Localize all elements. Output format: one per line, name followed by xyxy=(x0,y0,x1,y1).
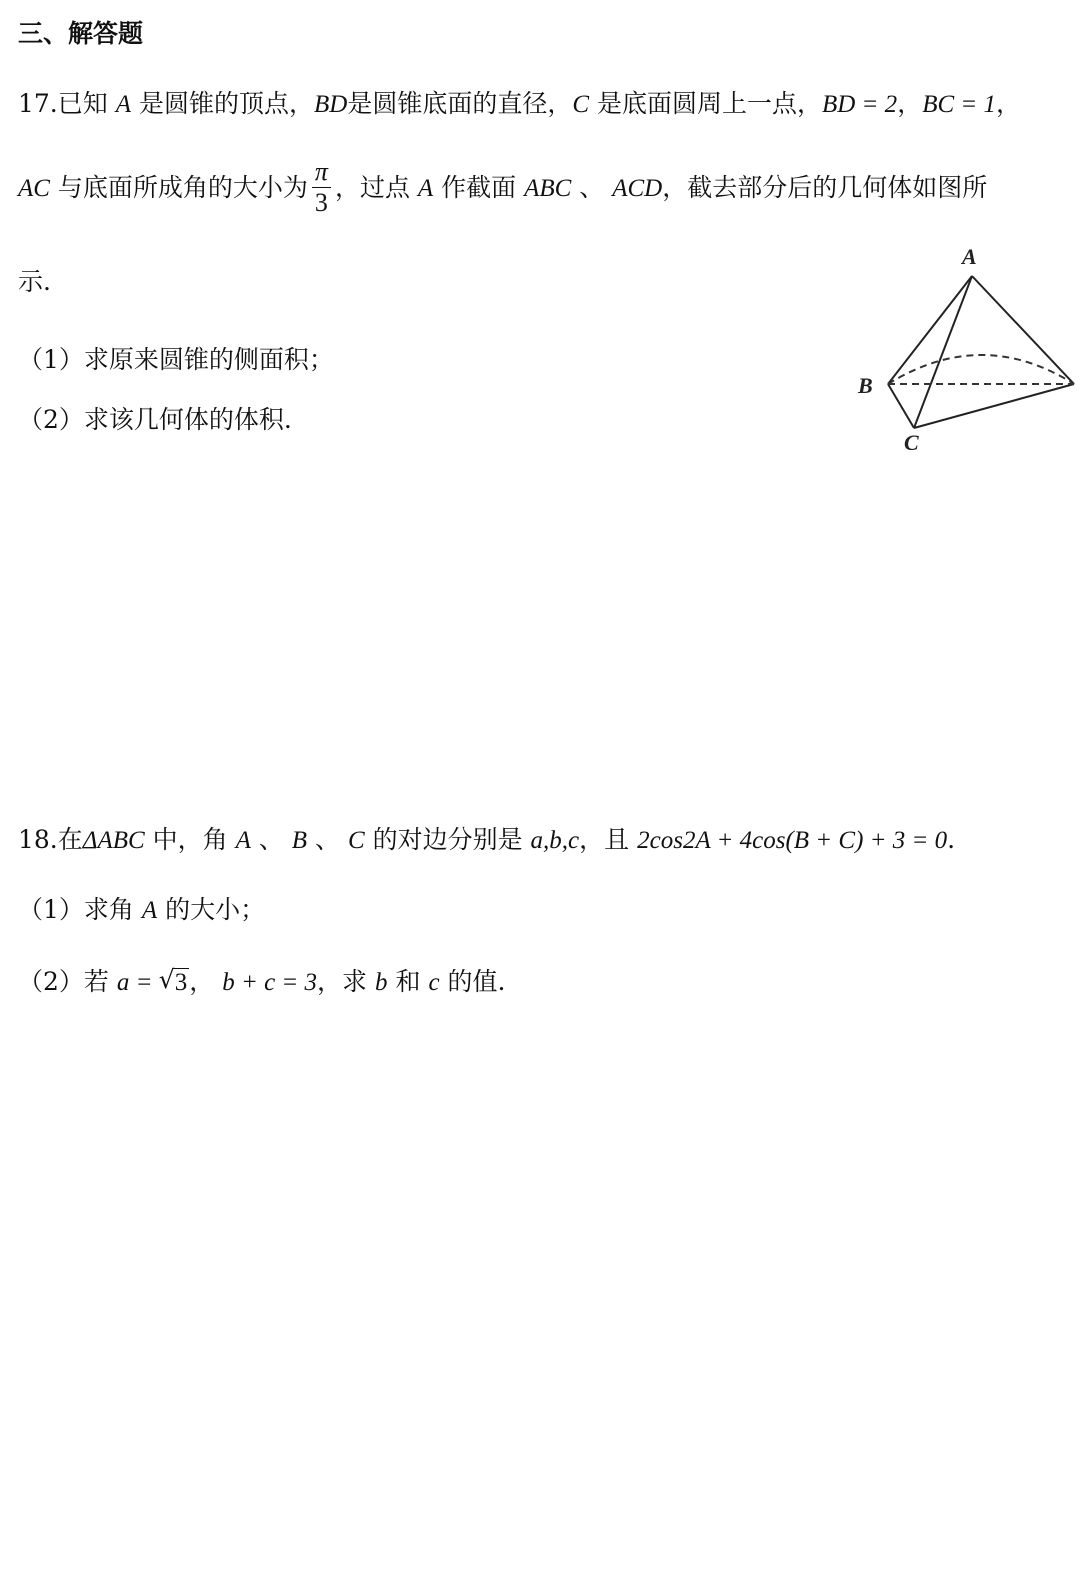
q17-text: 是圆锥底面的直径， xyxy=(347,89,573,118)
radical-sign: √ xyxy=(158,965,175,994)
q17-text: 、 xyxy=(571,173,605,202)
q18-text: （2）若 xyxy=(18,967,109,996)
edge-AD xyxy=(972,276,1074,384)
q18-part-2 xyxy=(18,964,1072,1001)
math-C: C xyxy=(572,91,590,118)
q17-number: 17. xyxy=(18,89,58,118)
sqrt-3 xyxy=(159,964,190,1001)
q18-text: 的对边分别是 xyxy=(364,825,523,854)
edge-CD xyxy=(914,384,1074,428)
q17-text: 与底面所成角的大小为 xyxy=(49,173,308,202)
math-A: A xyxy=(115,91,132,118)
edge-AC xyxy=(914,276,972,428)
q17-part-2: （2）求该几何体的体积. xyxy=(18,405,292,434)
section-title: 三、解答题 xyxy=(18,19,144,48)
base-arc-dashed xyxy=(888,355,1074,384)
math-c: c xyxy=(428,969,440,996)
q18-text: ，且 xyxy=(579,825,630,854)
q17-line-3: 示. xyxy=(18,267,51,296)
q18-text: ， xyxy=(189,967,215,996)
q18-text: 的大小； xyxy=(165,895,266,924)
q17-text: ，截去部分后的几何体如图所 xyxy=(662,173,988,202)
q18-text: 在 xyxy=(57,825,83,854)
math-C: C xyxy=(347,827,365,854)
math-eq-bc: BC = 1 xyxy=(922,91,997,118)
q17-text: ， xyxy=(996,89,1022,118)
math-b: b xyxy=(375,969,388,996)
q18-text: 中，角 xyxy=(144,825,228,854)
fraction-numerator: π xyxy=(312,157,331,188)
math-ABC: ABC xyxy=(524,175,572,202)
q18-text: . xyxy=(947,825,956,854)
math-BD: BD xyxy=(313,91,348,118)
math-a-equals: a = xyxy=(116,969,159,996)
label-C: C xyxy=(904,430,919,455)
q17-text: ， xyxy=(897,89,923,118)
q18-text: ，求 xyxy=(317,967,368,996)
q17-text: 是圆锥的顶点， xyxy=(138,89,314,118)
math-A: A xyxy=(235,827,251,854)
q18-text: 、 xyxy=(250,825,292,854)
q17-text: 已知 xyxy=(57,89,108,118)
q17-line-2 xyxy=(18,158,1072,220)
radicand: 3 xyxy=(174,969,188,996)
q17-line-1 xyxy=(18,86,1072,123)
fraction-pi-over-3 xyxy=(312,157,331,218)
q18-number: 18. xyxy=(18,825,58,854)
q17-text: 作截面 xyxy=(441,173,517,202)
q17-text: 是底面圆周上一点， xyxy=(596,89,822,118)
math-eq-bd: BD = 2 xyxy=(821,91,898,118)
math-abc: a,b,c xyxy=(530,827,580,854)
q18-text: 的值. xyxy=(447,967,506,996)
q18-part-1 xyxy=(18,892,1072,929)
math-equation: 2cos2A + 4cos(B + C) + 3 = 0 xyxy=(637,827,948,854)
q18-line-1 xyxy=(18,822,1072,859)
math-b-plus-c: b + c = 3 xyxy=(222,969,318,996)
math-triangle-ABC: ΔABC xyxy=(82,827,145,854)
q17-part-1: （1）求原来圆锥的侧面积； xyxy=(18,345,334,374)
math-B: B xyxy=(291,827,308,854)
fraction-denominator: 3 xyxy=(314,188,328,217)
math-ACD: ACD xyxy=(612,175,663,202)
edge-BC xyxy=(888,384,914,428)
cone-figure xyxy=(852,240,1078,456)
q17-text: ，过点 xyxy=(334,173,410,202)
label-A: A xyxy=(962,244,977,269)
q18-text: 和 xyxy=(395,967,421,996)
q18-text: 、 xyxy=(307,825,348,854)
q18-text: （1）求角 xyxy=(18,895,134,924)
math-A: A xyxy=(141,897,158,924)
edge-AB xyxy=(888,276,972,384)
label-B: B xyxy=(858,373,873,398)
math-AC: AC xyxy=(18,175,50,202)
math-A: A xyxy=(417,175,434,202)
